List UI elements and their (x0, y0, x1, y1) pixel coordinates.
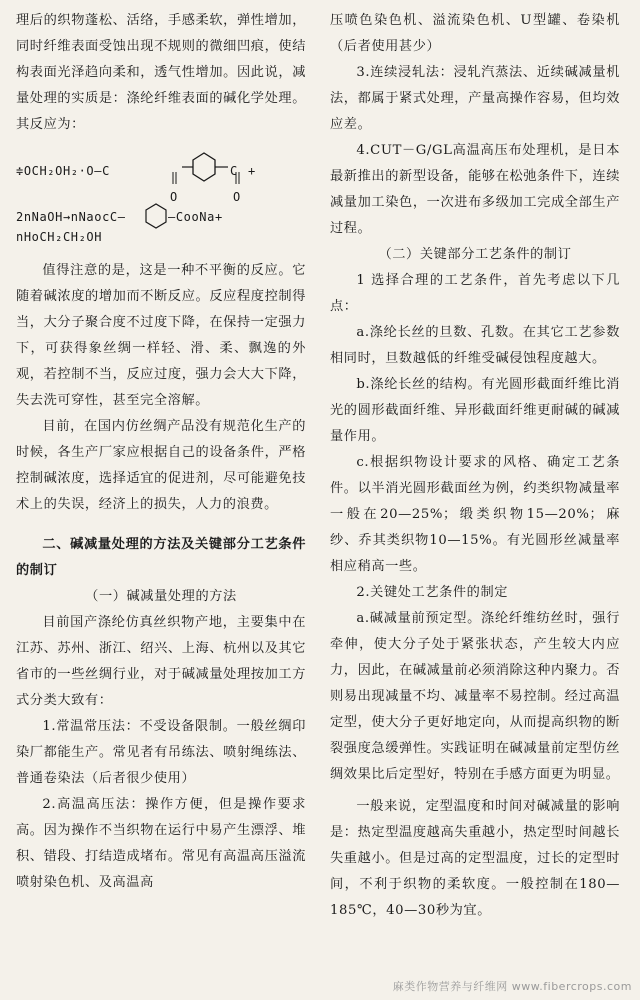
method-1: 1.常温常压法：不受设备限制。一般丝绸印染厂都能生产。常见者有吊练法、喷射绳练法、普通卷染法（后者很少使用） (16, 719, 306, 786)
item-a-denier: a.涤纶长丝的旦数、孔数。在其它工艺参数相同时，旦数越低的纤维受碱侵蚀程度越大。 (330, 325, 620, 366)
paragraph-continuation: 压喷色染色机、溢流染色机、U型罐、卷染机（后者使用甚少） (330, 13, 620, 54)
paragraph-regions: 目前国产涤纶仿真丝织物产地，主要集中在江苏、苏州、浙江、绍兴、上海、杭州以及其它省市的一些丝绸行业，对于碱减量处理按加工方式分类大致有： (16, 615, 306, 708)
paragraph-current: 目前，在国内仿丝绸产品没有规范化生产的时候，各生产厂家应根据自己的设备条件，严格控制碱浓度，选择适宜的促进剂，尽可能避免技术上的失误，经济上的损失，人力的浪费。 (16, 419, 306, 512)
item-b-structure: b.涤纶长丝的结构。有光圆形截面纤维比消光的圆形截面纤维、异形截面纤维更耐碱的碱减量作用。 (330, 377, 620, 444)
paragraph-temperature: 一般来说，定型温度和时间对碱减量的影响是：热定型温度越高失重越小，热定型时间越长失重越小。但是过高的定型温度，过长的定型时间，不利于织物的柔软度。一般控制在180—185℃，40—30秒为宜。 (330, 799, 620, 918)
item-a-presetting: a.碱减量前预定型。涤纶纤维纺丝时，强行牵伸，使大分子处于紧张状态，产生较大内应力，因此，在碱减量前必须消除这种内聚力。否则易出现减量不均、减量率不易控制。经过高温定型，使大分子更好地定向，从而提高织物的断裂强度急缓弹性。实践证明在碱减量前定型仿丝绸效果比后定型好，特别在手感方面更为明显。 (330, 611, 620, 782)
item-c-style: c.根据织物设计要求的风格、确定工艺条件。以半消光圆形截面丝为例，约类织物减量率一般在20—25%；缎类织物15—20%；麻纱、乔其类织物10—15%。有光圆形丝减量率相应稍高一些。 (330, 455, 620, 574)
subsection-title: （一）碱减量处理的方法 (85, 589, 237, 604)
structure-right-label: C (230, 164, 238, 178)
benzene-ring-icon (146, 204, 166, 228)
site-watermark: 麻类作物营养与纤维网 www.fibercrops.com (392, 980, 632, 993)
method-2: 2.高温高压法：操作方便，但是操作要求高。因为操作不当织物在运行中易产生漂浮、堆积、错段、打结造成堵布。常见有高温高压溢流喷射染色机、及高温高 (16, 797, 306, 890)
chemical-structure (16, 138, 306, 204)
paragraph-key-conditions: 2.关键处工艺条件的制定 (356, 585, 509, 600)
reaction-equation (16, 200, 306, 244)
structure-end-label: + (248, 164, 256, 178)
structure-left-label: ≑OCH₂OH₂·O—C (16, 164, 110, 178)
subsection-title: （二）关键部分工艺条件的制订 (378, 247, 572, 262)
benzene-ring-icon (193, 153, 215, 181)
left-column (16, 8, 306, 896)
paragraph-intro: 理后的织物蓬松、活络，手感柔软，弹性增加，同时纤维表面受蚀出现不规则的微细凹痕，使结构表面光泽趋向柔和，透气性增加。因此说，减量处理的实质是：涤纶纤维表面的碱化学处理。其反应为： (16, 13, 306, 132)
paragraph-select: 1 选择合理的工艺条件，首先考虑以下几点： (330, 273, 620, 314)
oxygen-label: O (233, 190, 241, 204)
method-3: 3.连续浸轧法：浸轧汽蒸法、近续碱减量机法，都属于紧式处理，产量高操作容易，但均效应差。 (330, 65, 620, 132)
right-column (330, 8, 620, 924)
paragraph-imbalance: 值得注意的是，这是一种不平衡的反应。它随着碱浓度的增加而不断反应。反应程度控制得当，大分子聚合度不过度下降，在保持一定强力下，可获得象丝绸一样轻、滑、柔、飘逸的外观，若控制不当，反应过度，强力会大大下降，失去洗可穿性，甚至完全溶解。 (16, 263, 306, 408)
reaction-line-1-end: —CooNa+ (168, 210, 223, 224)
reaction-line-1: 2nNaOH→nNaocC— (16, 210, 126, 224)
oxygen-label: O (170, 190, 178, 204)
reaction-line-2: nHoCH₂CH₂OH (16, 230, 103, 244)
method-4: 4.CUT－G/GL高温高压布处理机，是日本最新推出的新型设备，能够在松弛条件下，连续减量加工染色，一次进布多级加工完成全部生产过程。 (330, 143, 620, 236)
section-title: 二、碱减量处理的方法及关键部分工艺条件的制订 (16, 537, 306, 578)
